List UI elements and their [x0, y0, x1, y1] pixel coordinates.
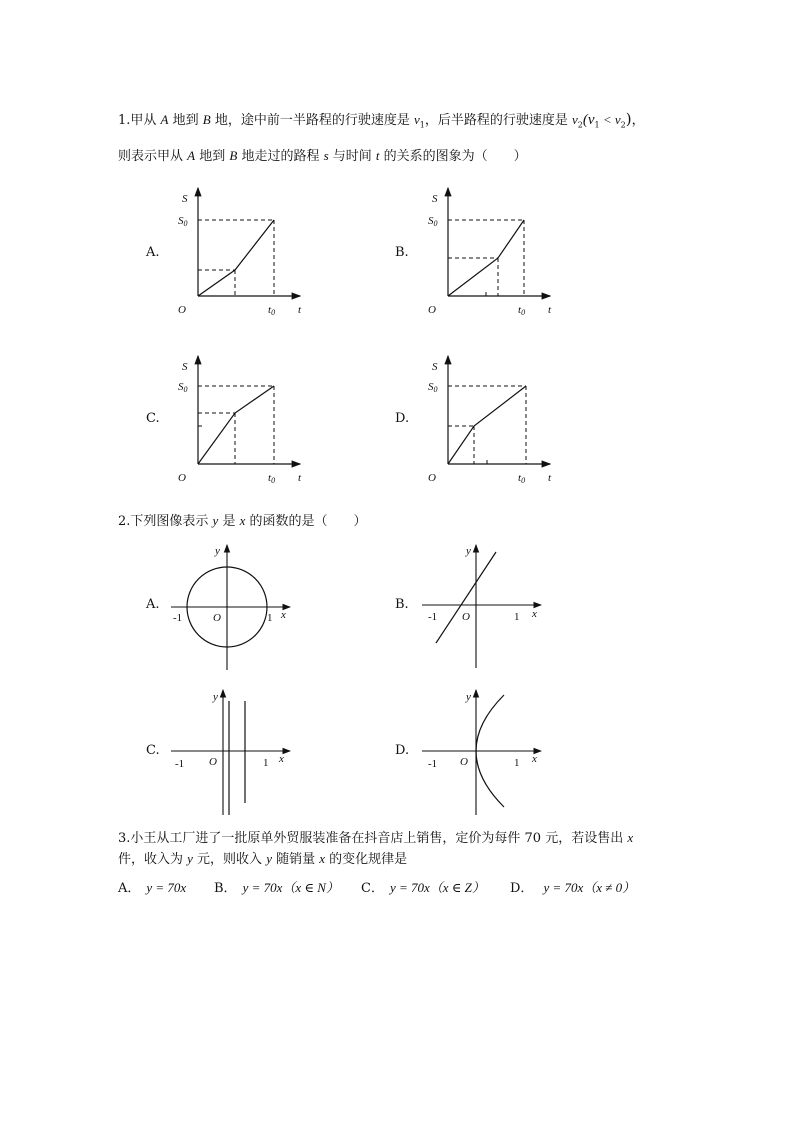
svg-text:S0: S0	[428, 215, 438, 228]
q3-answer-b[interactable]: B． y = 70x（x ∈ N）	[214, 880, 339, 896]
svg-text:t0: t0	[518, 472, 526, 485]
q1-option-c-label[interactable]: C.	[146, 411, 160, 426]
svg-text:-1: -1	[173, 612, 183, 624]
q2-graph-d	[418, 685, 553, 820]
svg-text:t0: t0	[268, 304, 276, 317]
q3-answer-c[interactable]: C． y = 70x（x ∈ Z）	[361, 880, 485, 896]
svg-text:t0: t0	[518, 304, 526, 317]
q1-graph-b	[420, 180, 570, 320]
svg-text:1: 1	[514, 757, 520, 769]
svg-text:x: x	[281, 609, 286, 621]
q1-option-b-label[interactable]: B.	[395, 245, 409, 260]
q2-graph-c	[165, 685, 300, 820]
q2-option-a-label[interactable]: A.	[146, 597, 160, 612]
svg-text:1: 1	[263, 757, 269, 769]
q2-stem: 2.下列图像表示 y 是 x 的函数的是（ ）	[118, 513, 367, 529]
svg-text:S: S	[182, 361, 188, 373]
svg-text:S0: S0	[178, 215, 188, 228]
svg-text:-1: -1	[428, 611, 438, 623]
svg-text:S: S	[432, 193, 438, 205]
svg-text:O: O	[428, 472, 436, 484]
q1-stem-line2: 则表示甲从 A 地到 B 地走过的路程 s 与时间 t 的关系的图象为（ ）	[118, 148, 527, 164]
q2-graph-b	[418, 540, 553, 675]
q2-option-c-label[interactable]: C.	[146, 743, 160, 758]
svg-text:O: O	[462, 611, 470, 623]
q1-stem-line1: 1.甲从 A 地到 B 地，途中前一半路程的行驶速度是 $v_1$，后半路程的行驶速度是 $v_2(v_1 < v_2)$，	[118, 110, 645, 130]
q3-answer-a[interactable]: A． y = 70x	[118, 880, 187, 896]
svg-text:S: S	[432, 361, 438, 373]
q2-option-b-label[interactable]: B.	[395, 597, 409, 612]
svg-text:y: y	[213, 691, 218, 703]
q2-option-d-label[interactable]: D.	[395, 743, 410, 758]
q1-graph-d	[420, 348, 570, 488]
svg-text:-1: -1	[175, 758, 185, 770]
svg-text:O: O	[178, 304, 186, 316]
q1-option-a-label[interactable]: A.	[146, 245, 160, 260]
svg-text:t: t	[298, 472, 302, 484]
q2-graph-a	[165, 540, 300, 675]
svg-text:t0: t0	[268, 472, 276, 485]
q1-option-d-label[interactable]: D.	[395, 411, 410, 426]
q3-stem-line1: 3.小王从工厂进了一批原单外贸服装准备在抖音店上销售，定价为每件 70 元，若设售出 x	[118, 830, 634, 846]
q3-stem-line2: 件，收入为 y 元，则收入 y 随销量 x 的变化规律是	[118, 851, 408, 867]
svg-text:O: O	[209, 756, 217, 768]
svg-text:t: t	[548, 304, 552, 316]
svg-text:O: O	[428, 304, 436, 316]
svg-text:1: 1	[514, 611, 520, 623]
q1-graph-a	[170, 180, 320, 320]
svg-text:x: x	[532, 608, 537, 620]
svg-text:O: O	[460, 756, 468, 768]
svg-text:S: S	[182, 193, 188, 205]
svg-text:O: O	[213, 612, 221, 624]
svg-text:x: x	[532, 753, 537, 765]
svg-text:t: t	[298, 304, 302, 316]
svg-text:1: 1	[267, 612, 273, 624]
svg-text:x: x	[279, 753, 284, 765]
svg-text:t: t	[548, 472, 552, 484]
svg-text:O: O	[178, 472, 186, 484]
svg-text:S0: S0	[428, 381, 438, 394]
svg-text:y: y	[466, 691, 471, 703]
svg-text:-1: -1	[428, 758, 438, 770]
svg-text:y: y	[466, 545, 471, 557]
svg-text:y: y	[215, 545, 220, 557]
q3-answer-d[interactable]: D． y = 70x（x ≠ 0）	[510, 880, 636, 896]
q1-graph-c	[170, 348, 320, 488]
svg-text:S0: S0	[178, 381, 188, 394]
